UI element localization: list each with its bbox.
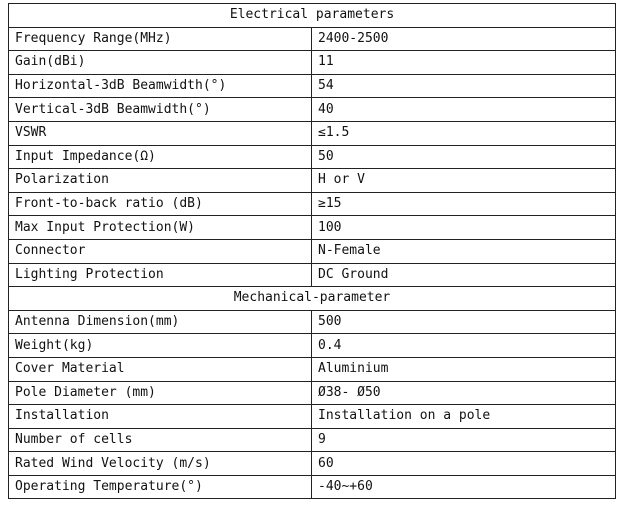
- section-title-mechanical: Mechanical-parameter: [9, 287, 616, 311]
- param-label: Connector: [9, 239, 312, 263]
- param-value: 100: [312, 216, 616, 240]
- param-label: VSWR: [9, 121, 312, 145]
- param-value: Installation on a pole: [312, 405, 616, 429]
- param-label: Cover Material: [9, 357, 312, 381]
- param-label: Polarization: [9, 169, 312, 193]
- param-label: Weight(kg): [9, 334, 312, 358]
- param-label: Input Impedance(Ω): [9, 145, 312, 169]
- table-row: [9, 74, 616, 98]
- table-row: [9, 51, 616, 75]
- param-value: ≤1.5: [312, 121, 616, 145]
- table-row: [9, 239, 616, 263]
- param-value: 50: [312, 145, 616, 169]
- param-label: Number of cells: [9, 428, 312, 452]
- spec-table-body: [9, 4, 616, 499]
- param-label: Installation: [9, 405, 312, 429]
- param-value: 9: [312, 428, 616, 452]
- param-label: Front-to-back ratio (dB): [9, 192, 312, 216]
- param-value: Ø38- Ø50: [312, 381, 616, 405]
- table-row: [9, 145, 616, 169]
- param-label: Lighting Protection: [9, 263, 312, 287]
- section-header-row: [9, 287, 616, 311]
- table-row: [9, 428, 616, 452]
- param-label: Antenna Dimension(mm): [9, 310, 312, 334]
- param-value: 0.4: [312, 334, 616, 358]
- table-row: [9, 27, 616, 51]
- table-row: [9, 357, 616, 381]
- table-row: [9, 192, 616, 216]
- table-row: [9, 121, 616, 145]
- param-label: Gain(dBi): [9, 51, 312, 75]
- param-value: 40: [312, 98, 616, 122]
- table-row: [9, 98, 616, 122]
- param-value: 2400-2500: [312, 27, 616, 51]
- param-value: H or V: [312, 169, 616, 193]
- param-value: N-Female: [312, 239, 616, 263]
- param-value: 11: [312, 51, 616, 75]
- param-value: 54: [312, 74, 616, 98]
- table-row: [9, 381, 616, 405]
- table-row: [9, 310, 616, 334]
- section-header-row: [9, 4, 616, 28]
- table-row: [9, 475, 616, 499]
- param-label: Max Input Protection(W): [9, 216, 312, 240]
- param-value: DC Ground: [312, 263, 616, 287]
- param-label: Frequency Range(MHz): [9, 27, 312, 51]
- table-row: [9, 334, 616, 358]
- section-title-electrical: Electrical parameters: [9, 4, 616, 28]
- param-label: Rated Wind Velocity (m/s): [9, 452, 312, 476]
- table-row: [9, 169, 616, 193]
- table-row: [9, 452, 616, 476]
- param-value: Aluminium: [312, 357, 616, 381]
- param-label: Horizontal-3dB Beamwidth(°): [9, 74, 312, 98]
- param-value: -40~+60: [312, 475, 616, 499]
- param-value: 60: [312, 452, 616, 476]
- spec-table: [8, 3, 616, 499]
- param-label: Vertical-3dB Beamwidth(°): [9, 98, 312, 122]
- param-label: Pole Diameter (mm): [9, 381, 312, 405]
- param-value: 500: [312, 310, 616, 334]
- table-row: [9, 216, 616, 240]
- table-row: [9, 405, 616, 429]
- param-label: Operating Temperature(°): [9, 475, 312, 499]
- param-value: ≥15: [312, 192, 616, 216]
- table-row: [9, 263, 616, 287]
